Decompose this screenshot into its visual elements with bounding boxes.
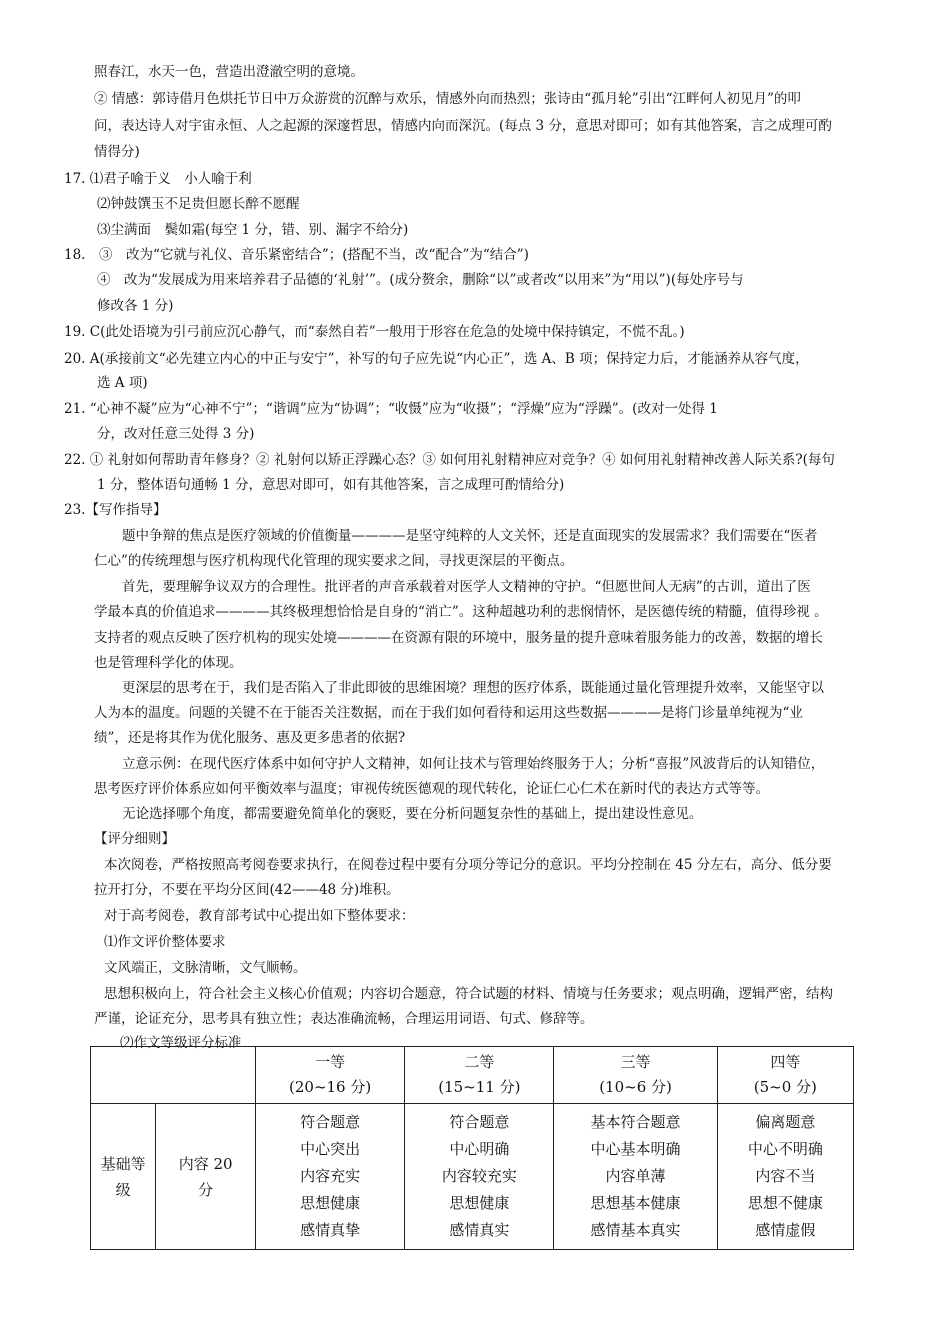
answer-19: 19. C(此处语境为引弓前应沉心静气，而“泰然自若”一般用于形容在危急的处境中保持镇定，不慌不乱。): [64, 324, 685, 340]
text-line: 修改各 1 分): [97, 298, 174, 314]
table-header-row: [91, 1047, 854, 1104]
text-line: 立意示例：在现代医疗体系中如何守护人文精神，如何让技术与管理始终服务于人；分析“喜报”风波背后的认知错位，: [122, 756, 825, 772]
grade-1-criteria: 符合题意 中心突出 内容充实 思想健康 感情真挚: [256, 1104, 405, 1250]
grade-header-2: 二等 (15~11 分): [405, 1047, 554, 1104]
text-line: 分，改对任意三处得 3 分): [97, 426, 255, 442]
text-line: 本次阅卷，严格按照高考阅卷要求执行，在阅卷过程中要有分项分等记分的意识。平均分控制在 45 分左右，高分、低分要: [104, 857, 832, 873]
text-line: ⑴作文评价整体要求: [104, 934, 226, 950]
text-line: 题中争辩的焦点是医疗领域的价值衡量————是坚守纯粹的人文关怀，还是直面现实的发展需求？我们需要在“医者: [122, 528, 818, 544]
answer-22: 22. ① 礼射如何帮助青年修身？② 礼射何以矫正浮躁心态？③ 如何用礼射精神应对竞争？④ 如何用礼射精神改善人际关系?(每句: [64, 452, 835, 468]
text-line: 无论选择哪个角度，都需要避免简单化的褒贬，要在分析问题复杂性的基础上，提出建设性意见。: [122, 806, 703, 822]
text-line: 情得分): [94, 144, 140, 160]
table-corner-cell: [91, 1047, 256, 1104]
grade-2-criteria: 符合题意 中心明确 内容较充实 思想健康 感情真实: [405, 1104, 554, 1250]
text-line: 仁心”的传统理想与医疗机构现代化管理的现实要求之间，寻找更深层的平衡点。: [94, 553, 574, 569]
text-line: 学最本真的价值追求————其终极理想恰恰是自身的“消亡”。这种超越功利的悲悯情怀，是医德传统的精髓，值得珍视 。: [94, 604, 828, 620]
table-row: [91, 1104, 854, 1250]
answer-18: 18. ③ 改为“它就与礼仪、音乐紧密结合”；(搭配不当，改“配合”为“结合”): [64, 247, 529, 263]
row-label-basic-level: 基础等级: [91, 1104, 156, 1250]
text-line: 更深层的思考在于，我们是否陷入了非此即彼的思维困境？理想的医疗体系，既能通过量化管理提升效率，又能坚守以: [122, 680, 824, 696]
text-line: ⑵钟鼓馔玉不足贵但愿长醉不愿醒: [97, 196, 300, 212]
text-line: 对于高考阅卷，教育部考试中心提出如下整体要求：: [104, 908, 415, 924]
text-line: 也是管理科学化的体现。: [94, 655, 243, 671]
text-line: 支持者的观点反映了医疗机构的现实处境————在资源有限的环境中，服务量的提升意味着服务能力的改善，数据的增长: [94, 630, 823, 646]
grade-4-criteria: 偏离题意 中心不明确 内容不当 思想不健康 感情虚假: [717, 1104, 853, 1250]
text-line: 人为本的温度。问题的关键不在于能否关注数据，而在于我们如何看待和运用这些数据————是将门诊量单纯视为“业: [94, 705, 803, 721]
answer-17: 17. ⑴君子喻于义 小人喻于利: [64, 171, 252, 187]
text-line: 思考医疗评价体系应如何平衡效率与温度；审视传统医德观的现代转化，论证仁心仁术在新时代的表达方式等等。: [94, 781, 769, 797]
answer-23-heading: 23.【写作指导】: [64, 502, 167, 518]
grading-table: [90, 1046, 854, 1250]
grade-header-4: 四等 (5~0 分): [717, 1047, 853, 1104]
grade-header-1: 一等 (20~16 分): [256, 1047, 405, 1104]
text-line: 选 A 项): [97, 375, 148, 391]
text-line: ⑶尘满面 鬓如霜(每空 1 分，错、别、漏字不给分): [97, 222, 409, 238]
grade-header-3: 三等 (10~6 分): [554, 1047, 717, 1104]
text-line: 文风端正，文脉清晰，文气顺畅。: [104, 960, 307, 976]
scoring-rules-heading: 【评分细则】: [94, 831, 175, 847]
answer-21: 21. “心神不凝”应为“心神不宁”；“谐调”应为“协调”；“收慑”应为“收摄”；“浮燥”应为“浮躁”。(改对一处得 1: [64, 401, 718, 417]
text-line: 绩”，还是将其作为优化服务、惠及更多患者的依据?: [94, 730, 406, 746]
text-line: 首先，要理解争议双方的合理性。批评者的声音承载着对医学人文精神的守护。“但愿世间人无病”的古训，道出了医: [122, 579, 811, 595]
answer-20: 20. A(承接前文“必先建立内心的中正与安宁”，补写的句子应先说“内心正”，选 A、B 项；保持定力后，才能涵养从容气度，: [64, 351, 809, 367]
table-caption: ⑵作文等级评分标准: [120, 1035, 242, 1051]
text-line: ④ 改为“发展成为用来培养君子品德的‘礼射’”。(成分赘余，删除“以”或者改“以用来”为“用以”)(每处序号与: [97, 272, 744, 288]
text-line: 1 分，整体语句通畅 1 分，意思对即可，如有其他答案，言之成理可酌情给分): [97, 477, 565, 493]
text-line: 拉开打分，不要在平均分区间(42——48 分)堆积。: [94, 882, 400, 898]
text-line: 问，表达诗人对宇宙永恒、人之起源的深邃哲思，情感内向而深沉。(每点 3 分，意思对即可；如有其他答案，言之成理可酌: [94, 118, 832, 134]
text-line: 思想积极向上，符合社会主义核心价值观；内容切合题意，符合试题的材料、情境与任务要求；观点明确，逻辑严密，结构: [104, 986, 833, 1002]
text-line: ② 情感：郭诗借月色烘托节日中万众游赏的沉醉与欢乐，情感外向而热烈；张诗由“孤月轮”引出“江畔何人初见月”的叩: [94, 91, 801, 107]
row-sublabel-content: 内容 20 分: [156, 1104, 256, 1250]
text-line: 严谨，论证充分，思考具有独立性；表达准确流畅，合理运用词语、句式、修辞等。: [94, 1011, 594, 1027]
text-line: 照春江，水天一色，营造出澄澈空明的意境。: [94, 64, 364, 80]
grade-3-criteria: 基本符合题意 中心基本明确 内容单薄 思想基本健康 感情基本真实: [554, 1104, 717, 1250]
